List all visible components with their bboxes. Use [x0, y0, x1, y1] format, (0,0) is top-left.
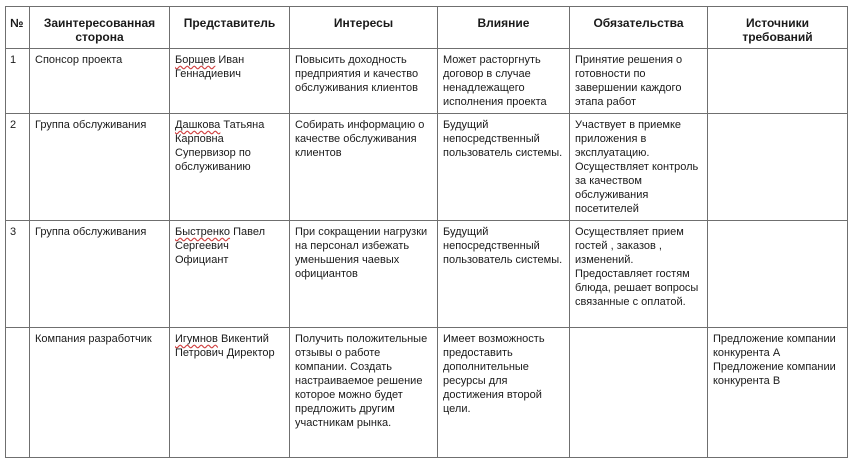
row-number: 1 — [6, 49, 30, 114]
interests-cell: При сокращении нагрузки на персонал избежать уменьшения чаевых официантов — [290, 221, 438, 328]
duties-cell: Принятие решения о готовности по завершении каждого этапа работ — [570, 49, 708, 114]
representative-name: Павел Сергеевич Официант — [175, 226, 266, 266]
influence-cell: Имеет возможность предоставить дополнительные ресурсы для достижения второй цели. — [438, 328, 570, 458]
source-item: Предложение компании конкурента А — [713, 333, 836, 359]
duties-cell: Участвует в приемке приложения в эксплуатацию. Осуществляет контроль за качеством обслуживания посетителей — [570, 114, 708, 221]
header-representative: Представитель — [170, 7, 290, 49]
header-influence: Влияние — [438, 7, 570, 49]
influence-cell: Может расторгнуть договор в случае ненадлежащего исполнения проекта — [438, 49, 570, 114]
representative-name: Иван Геннадиевич — [175, 54, 245, 80]
sources-cell — [708, 221, 848, 328]
duties-cell: Осуществляет прием гостей , заказов , изменений. Предоставляет гостям блюда, решает вопросы связанные с оплатой. — [570, 221, 708, 328]
stakeholder-cell: Группа обслуживания — [30, 221, 170, 328]
stakeholder-cell: Группа обслуживания — [30, 114, 170, 221]
header-row — [6, 7, 848, 49]
table-row — [6, 221, 848, 328]
representative-name: Викентий Петрович Директор — [175, 333, 275, 359]
sources-cell — [708, 114, 848, 221]
stakeholder-cell: Спонсор проекта — [30, 49, 170, 114]
header-interests: Интересы — [290, 7, 438, 49]
representative-surname: Игумнов — [175, 333, 218, 345]
interests-cell: Повысить доходность предприятия и качество обслуживания клиентов — [290, 49, 438, 114]
header-number: № — [6, 7, 30, 49]
representative-name: Татьяна Карповна Супервизор по обслуживанию — [175, 119, 265, 173]
representative-cell — [170, 114, 290, 221]
influence-cell: Будущий непосредственный пользователь системы. — [438, 221, 570, 328]
header-stakeholder: Заинтересованная сторона — [30, 7, 170, 49]
row-number: 2 — [6, 114, 30, 221]
representative-surname: Дашкова — [175, 119, 221, 131]
sources-cell — [708, 49, 848, 114]
representative-cell — [170, 221, 290, 328]
representative-cell — [170, 328, 290, 458]
influence-cell: Будущий непосредственный пользователь системы. — [438, 114, 570, 221]
stakeholder-table — [5, 6, 848, 458]
representative-cell — [170, 49, 290, 114]
sources-cell — [708, 328, 848, 458]
duties-cell — [570, 328, 708, 458]
source-item: Предложение компании конкурента В — [713, 361, 836, 387]
stakeholder-cell: Компания разработчик — [30, 328, 170, 458]
table-row — [6, 328, 848, 458]
header-sources: Источники требований — [708, 7, 848, 49]
interests-cell: Получить положительные отзывы о работе компании. Создать настраиваемое решение которое можно будет предложить другим участникам рынка. — [290, 328, 438, 458]
interests-cell: Собирать информацию о качестве обслуживания клиентов — [290, 114, 438, 221]
representative-surname: Борщев — [175, 54, 216, 66]
header-duties: Обязательства — [570, 7, 708, 49]
representative-surname: Быстренко — [175, 226, 231, 238]
row-number: 3 — [6, 221, 30, 328]
table-row — [6, 114, 848, 221]
row-number — [6, 328, 30, 458]
table-row — [6, 49, 848, 114]
